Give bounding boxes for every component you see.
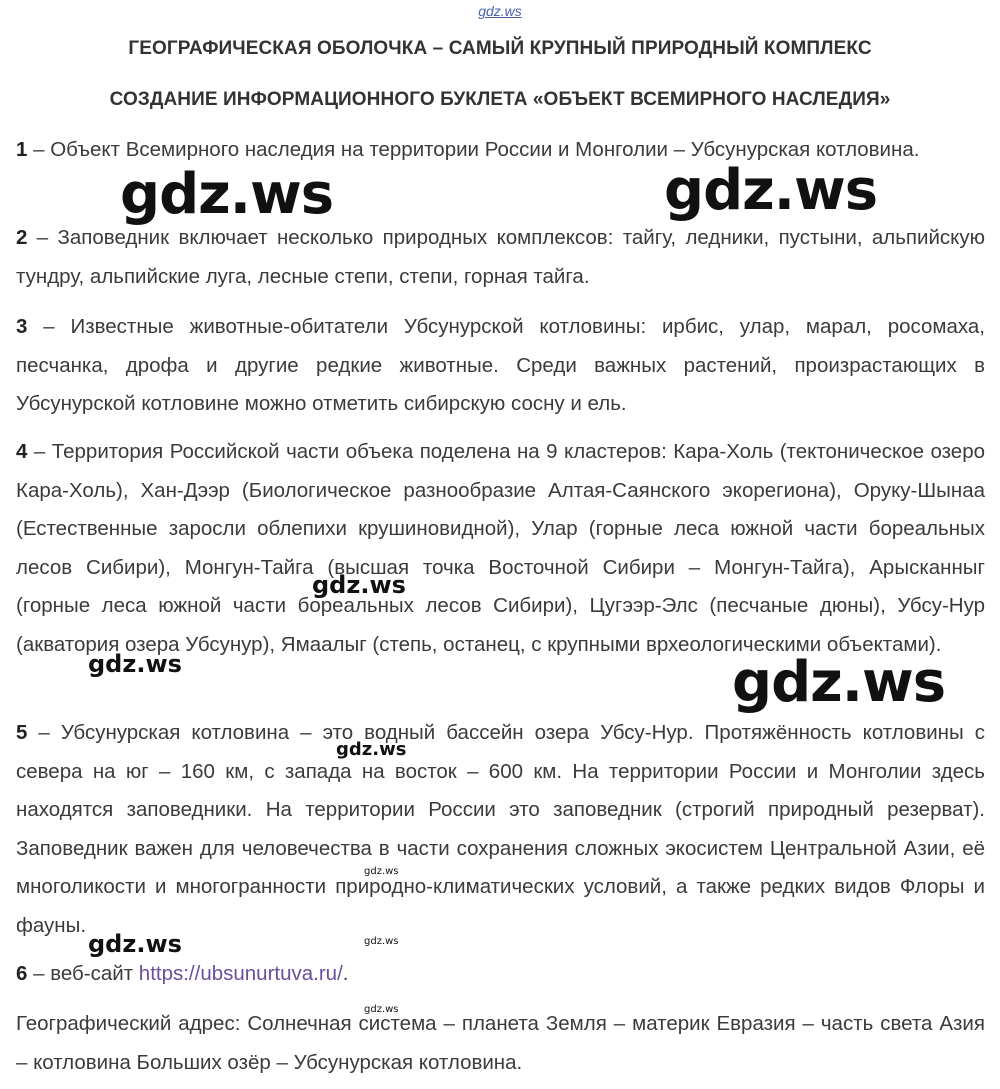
item-number: 1: [16, 138, 28, 161]
watermark-tiny: gdz.ws: [364, 1004, 399, 1015]
watermark-tiny: gdz.ws: [364, 866, 399, 877]
watermark-medium: gdz.ws: [88, 650, 182, 678]
geographic-address: Географический адрес: Солнечная система – планета Земля – материк Евразия – часть света Азия – котловина Больших озёр – Убсунурская котловина.: [16, 1012, 985, 1074]
item-text: – Объект Всемирного наследия на территории России и Монголии – Убсунурская котловина.: [27, 138, 920, 161]
watermark-tiny: gdz.ws: [364, 936, 399, 947]
watermark-large: gdz.ws: [120, 162, 334, 227]
item-text: – веб-сайт: [27, 962, 139, 985]
item-4: [16, 433, 985, 664]
item-3: [16, 308, 985, 424]
watermark-medium: gdz.ws: [88, 930, 182, 958]
watermark-large: gdz.ws: [732, 650, 946, 715]
watermark-small: gdz.ws: [336, 739, 407, 760]
item-number: 6: [16, 962, 28, 985]
item-number: 5: [16, 721, 28, 744]
watermark-medium: gdz.ws: [312, 571, 406, 599]
item-5: [16, 714, 985, 945]
page-title: ГЕОГРАФИЧЕСКАЯ ОБОЛОЧКА – САМЫЙ КРУПНЫЙ ПРИРОДНЫЙ КОМПЛЕКС: [128, 38, 872, 59]
website-link[interactable]: https://ubsunurtuva.ru/: [138, 962, 343, 985]
item-6: [16, 955, 985, 994]
page-subtitle: СОЗДАНИЕ ИНФОРМАЦИОННОГО БУКЛЕТА «ОБЪЕКТ ВСЕМИРНОГО НАСЛЕДИЯ»: [109, 89, 891, 110]
item-number: 3: [16, 315, 28, 338]
item-2: [16, 219, 985, 296]
item-text: – Территория Российской части объека поделена на 9 кластеров: Кара-Холь (тектоническое озеро Кара-Холь), Хан-Дээр (Биологическое разнообразие Алтая-Саянского экорегиона), Оруку-Шынаа (Естественные заросли облепихи крушиновидной), Улар (горные леса южной части бореальных лесов Сибири), Монгун-Тайга (высшая точка Восточной Сибири – Монгун-Тайга), Арысканныг (горные леса южной части бореальных лесов Сибири), Цугээр-Элс (песчаные дюны), Убсу-Нур (акватория озера Убсунур), Ямаалыг (степь, останец, с крупными врхеологическими объектами).: [16, 440, 985, 656]
item-text: – Известные животные-обитатели Убсунурской котловины: ирбис, улар, марал, росомаха, песчанка, дрофа и другие редкие животные. Среди важных растений, произрастающих в Убсунурской котловине можно отметить сибирскую сосну и ель.: [16, 315, 985, 415]
item-tail: .: [342, 962, 349, 985]
watermark-top: gdz.ws: [478, 3, 522, 19]
item-text: – Убсунурская котловина – это водный бассейн озера Убсу-Нур. Протяжённость котловины с севера на юг – 160 км, с запада на восток – 600 км. На территории России и Монголии здесь находятся заповедники. На территории России это заповедник (строгий природный резерват). Заповедник важен для человечества в части сохранения сложных экосистем Центральной Азии, её многоликости и многогранности природно-климатических условий, а также редких видов Флоры и фауны.: [16, 721, 985, 937]
item-text: – Заповедник включает несколько природных комплексов: тайгу, ледники, пустыни, альпийскую тундру, альпийские луга, лесные степи, степи, горная тайга.: [16, 226, 985, 288]
item-number: 4: [16, 440, 28, 463]
item-number: 2: [16, 226, 28, 249]
watermark-large: gdz.ws: [664, 158, 878, 223]
